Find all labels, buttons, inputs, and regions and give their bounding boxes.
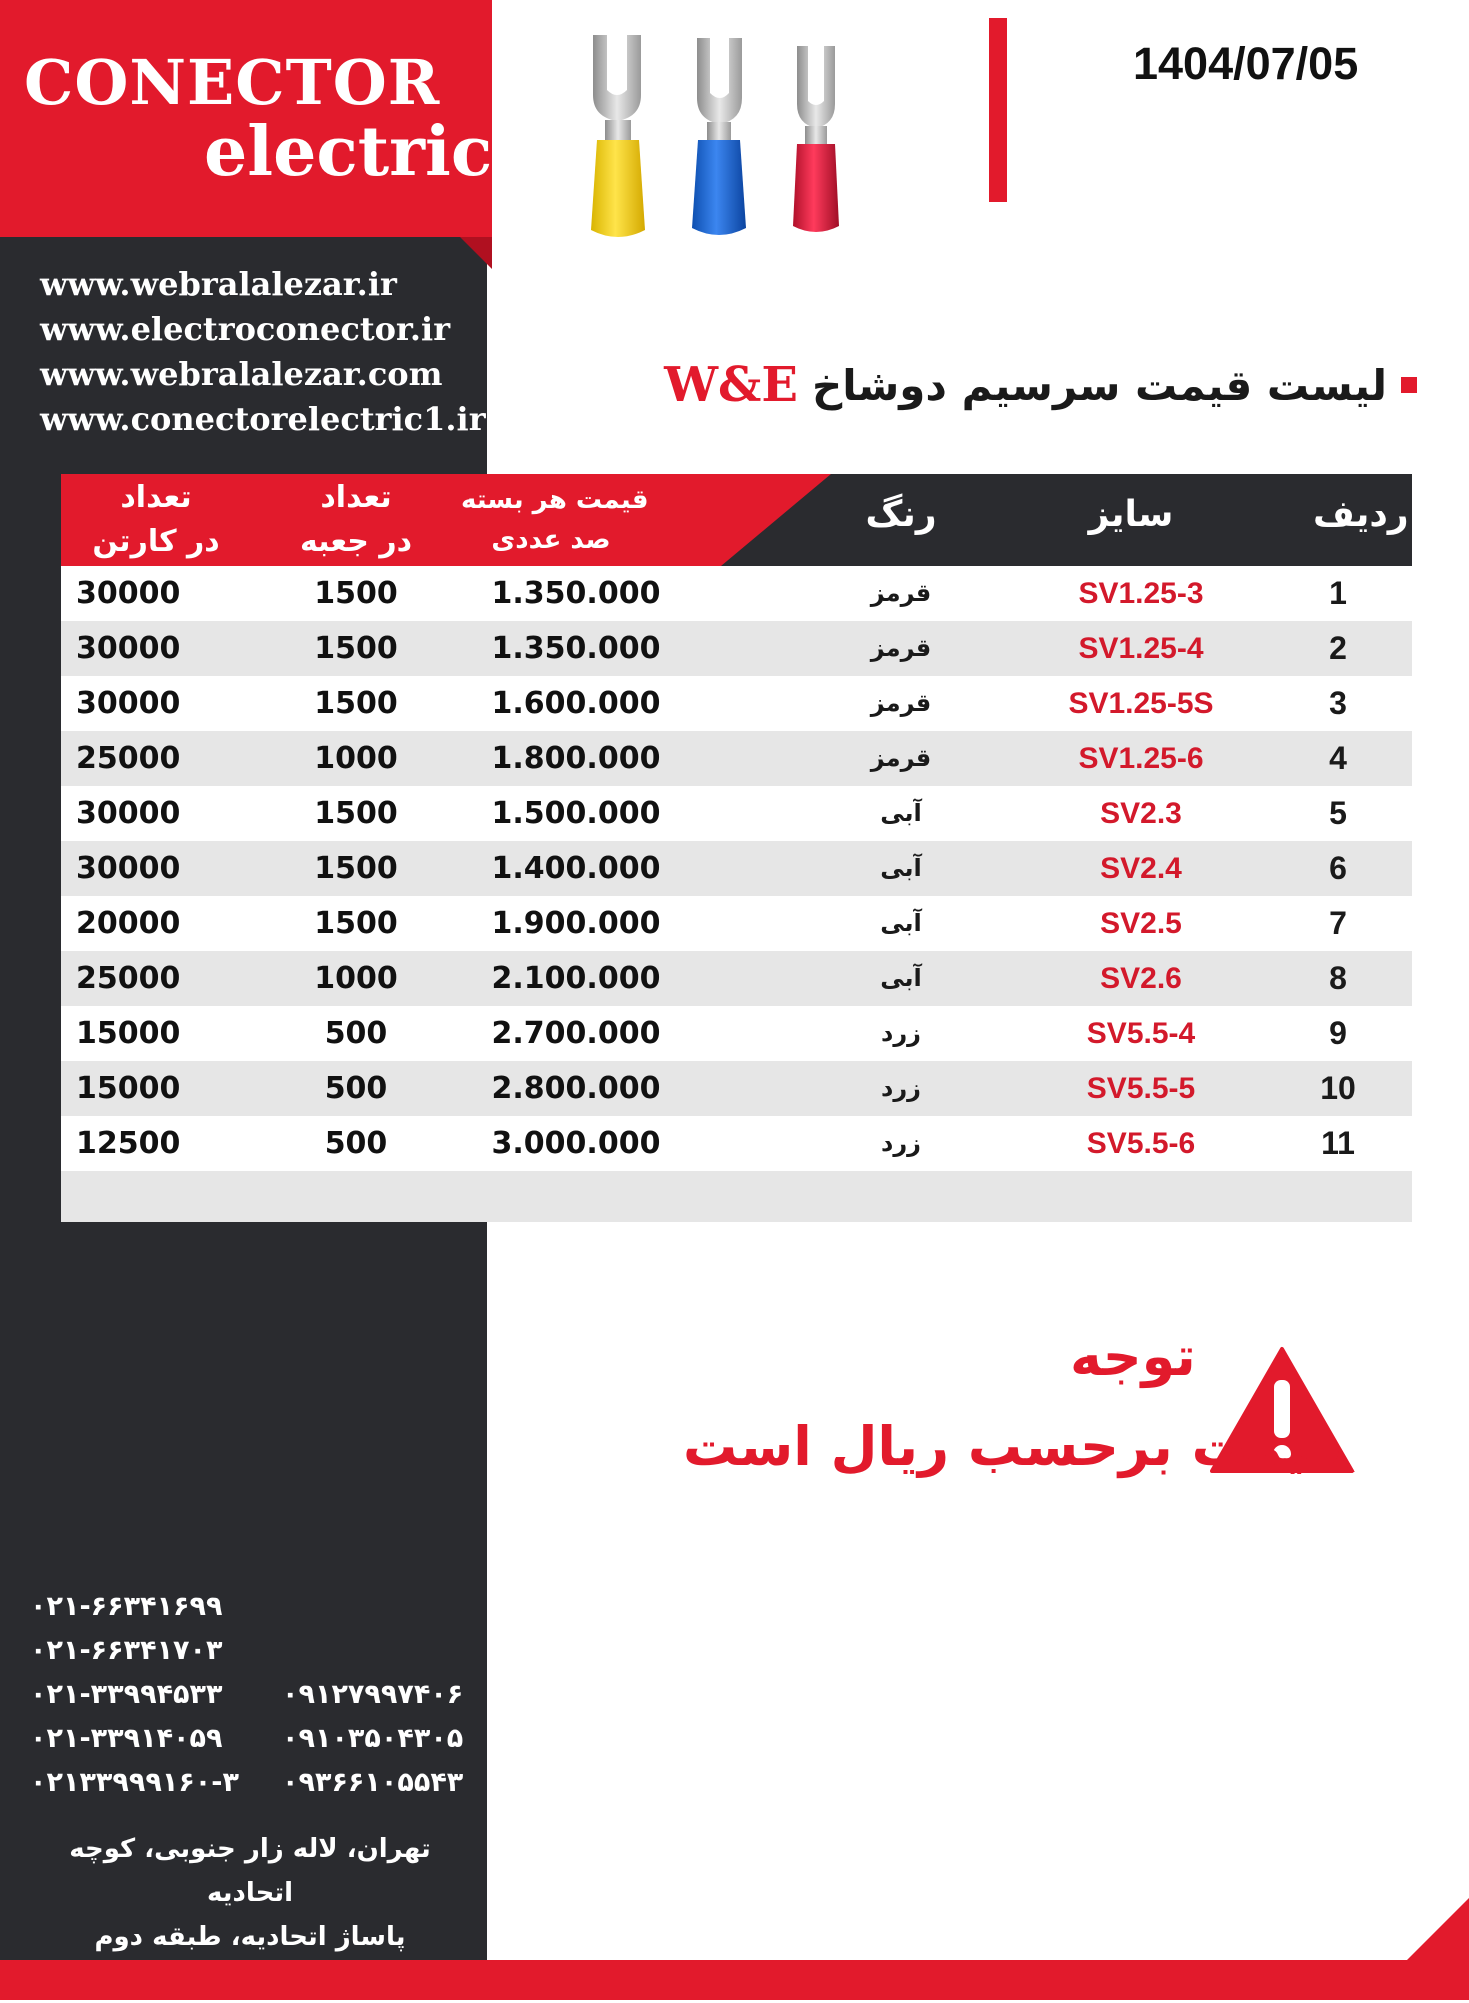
fork-terminals-image (585, 30, 885, 260)
cell-color: زرد (881, 1074, 921, 1102)
cell-price: 1.900.000 (491, 906, 661, 941)
phone-number[interactable]: ۰۲۱۳۳۹۹۹۱۶۰-۳ (30, 1767, 239, 1798)
cell-row: 1 (1329, 575, 1347, 611)
logo-line-2: electric (204, 112, 493, 192)
page-title (664, 357, 1417, 413)
notice-text: قیمت برحسب ریال است (683, 1415, 1343, 1478)
th-price-line1: قیمت هر بسته (461, 485, 649, 515)
title-brand: W&E (664, 357, 798, 413)
table-row (61, 621, 1412, 676)
cell-row: 2 (1329, 630, 1347, 666)
th-carton-line1: تعداد (120, 480, 192, 515)
cell-row: 9 (1329, 1015, 1347, 1051)
cell-row: 11 (1321, 1125, 1355, 1161)
cell-carton: 30000 (76, 796, 181, 831)
cell-size: SV1.25-3 (1078, 577, 1204, 610)
th-price-line2: صد عددی (491, 525, 611, 555)
table-row (61, 1061, 1412, 1116)
logo-line-1: CONECTOR (24, 46, 441, 119)
phones-mobile (282, 1673, 463, 1805)
address-line: پاساژ اتحادیه، طبقه دوم (94, 1922, 406, 1952)
cell-box: 500 (324, 1016, 388, 1051)
table-row (61, 951, 1412, 1006)
cell-size: SV5.5-5 (1086, 1072, 1196, 1105)
cell-price: 1.400.000 (491, 851, 661, 886)
cell-box: 1000 (314, 961, 398, 996)
th-size: سایز (1088, 494, 1174, 535)
cell-color: زرد (881, 1019, 921, 1047)
cell-box: 500 (324, 1071, 388, 1106)
th-row: ردیف (1313, 494, 1409, 535)
cell-color: قرمز (870, 744, 932, 772)
cell-box: 1500 (314, 906, 398, 941)
phones-landline (30, 1585, 239, 1805)
table-row (61, 731, 1412, 786)
cell-box: 1500 (314, 796, 398, 831)
phone-number[interactable]: ۰۹۱۲۷۹۹۷۴۰۶ (282, 1679, 464, 1710)
cell-carton: 20000 (76, 906, 181, 941)
websites-list (40, 262, 486, 442)
address-line: تهران، لاله زار جنوبی، کوچه اتحادیه (69, 1834, 431, 1908)
cell-size: SV1.25-5S (1068, 687, 1214, 720)
cell-size: SV1.25-4 (1078, 632, 1204, 665)
table-row (61, 1006, 1412, 1061)
table-row (61, 676, 1412, 731)
cell-box: 1500 (314, 686, 398, 721)
phone-number[interactable]: ۰۲۱-۳۳۹۹۴۵۳۳ (30, 1679, 223, 1710)
cell-price: 1.350.000 (491, 576, 661, 611)
cell-size: SV2.4 (1100, 852, 1182, 885)
cell-carton: 30000 (76, 631, 181, 666)
table-row (61, 566, 1412, 621)
cell-price: 2.700.000 (491, 1016, 661, 1051)
cell-price: 2.100.000 (491, 961, 661, 996)
cell-row: 10 (1320, 1070, 1356, 1106)
title-text: لیست قیمت سرسیم دوشاخ (811, 360, 1387, 410)
date-label: 1404/07/05 (1133, 38, 1359, 89)
cell-row: 8 (1329, 960, 1347, 996)
phone-number[interactable]: ۰۹۱۰۳۵۰۴۳۰۵ (282, 1723, 464, 1754)
cell-row: 6 (1329, 850, 1347, 886)
cell-row: 5 (1329, 795, 1347, 831)
th-box-line1: تعداد (320, 480, 392, 515)
cell-carton: 30000 (76, 851, 181, 886)
th-carton-line2: در کارتن (92, 524, 220, 559)
table-header (61, 474, 1412, 566)
header-red-bg (61, 474, 1412, 566)
cell-row: 7 (1329, 905, 1347, 941)
cell-size: SV5.5-6 (1086, 1127, 1196, 1160)
cell-carton: 15000 (76, 1016, 181, 1051)
cell-carton: 30000 (76, 686, 181, 721)
cell-box: 1000 (314, 741, 398, 776)
cell-row: 3 (1329, 685, 1347, 721)
cell-color: آبی (880, 854, 922, 882)
website-link[interactable]: www.webralalezar.com (40, 355, 443, 393)
website-link[interactable]: www.conectorelectric1.ir (40, 400, 486, 438)
website-link[interactable]: www.webralalezar.ir (40, 265, 397, 303)
phone-number[interactable]: ۰۹۳۶۶۱۰۵۵۴۳ (282, 1767, 464, 1798)
cell-price: 2.800.000 (491, 1071, 661, 1106)
th-color: رنگ (865, 494, 937, 535)
header-divider (989, 18, 1007, 202)
cell-size: SV1.25-6 (1078, 742, 1204, 775)
cell-price: 1.600.000 (491, 686, 661, 721)
website-link[interactable]: www.electroconector.ir (40, 310, 451, 348)
table-footer (61, 1171, 1412, 1222)
cell-box: 1500 (314, 851, 398, 886)
cell-box: 1500 (314, 576, 398, 611)
cell-color: زرد (881, 1129, 921, 1157)
table-row (61, 896, 1412, 951)
cell-size: SV2.3 (1100, 797, 1182, 830)
cell-carton: 25000 (76, 741, 181, 776)
cell-price: 1.500.000 (491, 796, 661, 831)
cell-color: قرمز (870, 579, 932, 607)
logo-box (0, 0, 492, 237)
th-price (461, 480, 649, 560)
table-row (61, 1116, 1412, 1171)
blue-terminal (692, 38, 746, 235)
cell-box: 500 (324, 1126, 388, 1161)
footer-bar (0, 1960, 1469, 2000)
cell-color: قرمز (870, 634, 932, 662)
th-box (291, 476, 421, 564)
cell-carton: 30000 (76, 576, 181, 611)
red-terminal (793, 46, 839, 232)
cell-carton: 25000 (76, 961, 181, 996)
cell-size: SV2.5 (1100, 907, 1182, 940)
cell-color: آبی (880, 799, 922, 827)
cell-row: 4 (1329, 740, 1347, 776)
cell-price: 1.800.000 (491, 741, 661, 776)
cell-box: 1500 (314, 631, 398, 666)
th-box-line2: در جعبه (299, 524, 413, 559)
table-row (61, 841, 1412, 896)
phone-number[interactable]: ۰۲۱-۳۳۹۱۴۰۵۹ (30, 1723, 223, 1754)
cell-size: SV2.6 (1100, 962, 1182, 995)
th-carton (81, 476, 231, 564)
cell-color: قرمز (870, 689, 932, 717)
table-row (61, 786, 1412, 841)
cell-carton: 12500 (76, 1126, 181, 1161)
price-table (61, 474, 1412, 1222)
phone-number[interactable]: ۰۲۱-۶۶۳۴۱۶۹۹ (30, 1591, 223, 1622)
title-bullet (1401, 377, 1417, 393)
phone-number[interactable]: ۰۲۱-۶۶۳۴۱۷۰۳ (30, 1635, 223, 1666)
notice-title: توجه (1070, 1325, 1196, 1388)
cell-size: SV5.5-4 (1086, 1017, 1196, 1050)
cell-price: 1.350.000 (491, 631, 661, 666)
cell-color: آبی (880, 909, 922, 937)
cell-carton: 15000 (76, 1071, 181, 1106)
cell-color: آبی (880, 964, 922, 992)
cell-price: 3.000.000 (491, 1126, 661, 1161)
yellow-terminal (591, 35, 645, 237)
